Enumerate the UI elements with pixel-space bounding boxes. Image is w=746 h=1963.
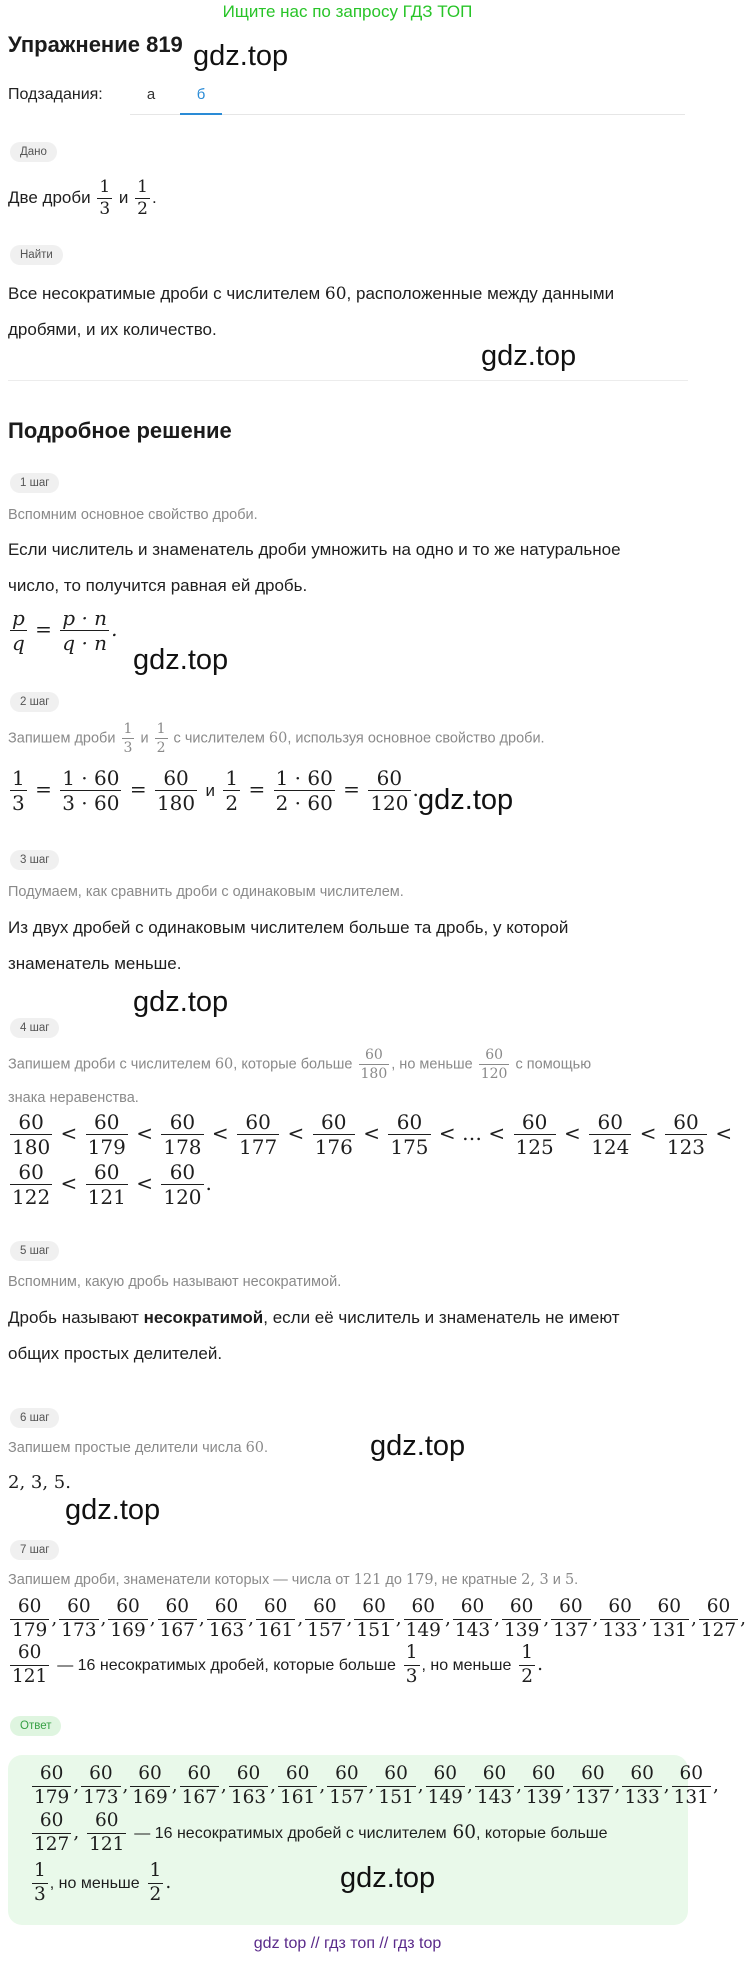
- subtasks-label: Подзадания:: [8, 86, 103, 103]
- step2-pill: 2 шаг: [10, 692, 59, 712]
- watermark: gdz.top: [65, 1494, 161, 1526]
- step6-divisors: 2, 3, 5.: [8, 1472, 71, 1493]
- step1-pill: 1 шаг: [10, 473, 59, 493]
- solution-title: Подробное решение: [8, 418, 232, 443]
- step1-text2: число, то получится равная ей дробь.: [8, 576, 308, 595]
- answer-fractions-row2: $\frac{60}{127}$ , $\frac{60}{121}$ — 16 несократимых дробей с числителем 60, которые больше: [34, 1810, 608, 1855]
- answer-pill: Ответ: [10, 1716, 61, 1736]
- answer-fractions-row3: $\frac{1}{3}$ , но меньше $\frac{1}{2}$ .: [34, 1860, 172, 1905]
- step7-fractions-row2: $\frac{60}{121}$ — 16 несократимых дробей, которые больше $\frac{1}{3}$ , но меньше $\frac{1}{2}$ .: [12, 1642, 543, 1687]
- given-text: Две дроби $\frac{1}{3}$ и $\frac{1}{2}$ .: [8, 177, 157, 220]
- step5-hint: Вспомним, какую дробь называют несократимой.: [8, 1274, 342, 1290]
- step1-text1: Если числитель и знаменатель дроби умножить на одно и то же натуральное: [8, 540, 621, 559]
- step3-hint: Подумаем, как сравнить дроби с одинаковым числителем.: [8, 884, 404, 900]
- watermark: gdz.top: [481, 340, 577, 372]
- step4-hint2: знака неравенства.: [8, 1090, 139, 1106]
- step6-pill: 6 шаг: [10, 1408, 59, 1428]
- step5-text1: Дробь называют несократимой, если её числитель и знаменатель не имеют: [8, 1308, 620, 1327]
- top-banner[interactable]: Ищите нас по запросу ГДЗ ТОП: [222, 2, 473, 21]
- tab-b[interactable]: б: [196, 86, 206, 103]
- step3-text1: Из двух дробей с одинаковым числителем больше та дробь, у которой: [8, 918, 569, 937]
- step4-hint: Запишем дроби с числителем 60, которые больше $\frac{60}{180}$ , но меньше $\frac{60}{120}$ с помощью: [8, 1047, 592, 1082]
- watermark: gdz.top: [370, 1430, 466, 1462]
- find-pill: Найти: [10, 245, 63, 265]
- answer-fractions-row1: $\frac{60}{179}$ , $\frac{60}{173}$ , $\frac{60}{169}$ , $\frac{60}{167}$ , $\frac{60}{163}$ , $\frac{60}{161}$ , $\frac{60}{157}$ , $\frac{60}{151}$ , $\frac{60}{149}$ , $\frac{60}{143}$ , $\frac{60}{139}$ , $\frac{60}{137}$ , $\frac{60}{133}$ , $\frac{60}{131}$ ,: [34, 1763, 719, 1808]
- given-pill: Дано: [10, 142, 57, 162]
- find-text-line1: Все несократимые дроби с числителем 60, расположенные между данными: [8, 284, 615, 304]
- step6-hint: Запишем простые делители числа 60.: [8, 1440, 269, 1456]
- page-title: Упражнение 819: [8, 32, 183, 57]
- step5-pill: 5 шаг: [10, 1241, 59, 1261]
- active-tab-indicator: [180, 113, 222, 115]
- tab-a[interactable]: а: [146, 86, 156, 103]
- watermark: gdz.top: [418, 784, 514, 816]
- step1-hint: Вспомним основное свойство дроби.: [8, 507, 258, 523]
- step1-formula: $\frac{p}{q}$ = $\frac{p \cdot n}{q \cdot n}$ .: [12, 606, 118, 655]
- watermark: gdz.top: [193, 40, 289, 72]
- step4-inequality-row1: $\frac{60}{180}$ < $\frac{60}{179}$ < $\frac{60}{178}$ < $\frac{60}{177}$ < $\frac{60}{176}$ < $\frac{60}{175}$ < … < $\frac{60}{125}$ < $\frac{60}{124}$ < $\frac{60}{123}$ <: [12, 1110, 733, 1159]
- step7-pill: 7 шаг: [10, 1540, 59, 1560]
- step3-pill: 3 шаг: [10, 850, 59, 870]
- divider: [8, 380, 688, 381]
- step7-fractions-row1: $\frac{60}{179}$ , $\frac{60}{173}$ , $\frac{60}{169}$ , $\frac{60}{167}$ , $\frac{60}{163}$ , $\frac{60}{161}$ , $\frac{60}{157}$ , $\frac{60}{151}$ , $\frac{60}{149}$ , $\frac{60}{143}$ , $\frac{60}{139}$ , $\frac{60}{137}$ , $\frac{60}{133}$ , $\frac{60}{131}$ , $\frac{60}{127}$ ,: [12, 1596, 746, 1641]
- step2-hint: Запишем дроби $\frac{1}{3}$ и $\frac{1}{2}$ с числителем 60, используя основное свойство дроби.: [8, 721, 545, 756]
- step2-formula: $\frac{1}{3}$ = $\frac{1 \cdot 60}{3 \cdot 60}$ = $\frac{60}{180}$ и $\frac{1}{2}$ = $\frac{1 \cdot 60}{2 \cdot 60}$ = $\frac{60}{120}$ .: [12, 766, 419, 815]
- step3-text2: знаменатель меньше.: [8, 954, 182, 973]
- step4-inequality-row2: $\frac{60}{122}$ < $\frac{60}{121}$ < $\frac{60}{120}$ .: [12, 1160, 212, 1209]
- watermark: gdz.top: [340, 1862, 436, 1894]
- step4-pill: 4 шаг: [10, 1018, 59, 1038]
- watermark: gdz.top: [133, 986, 229, 1018]
- watermark: gdz.top: [133, 644, 229, 676]
- step5-text2: общих простых делителей.: [8, 1344, 223, 1363]
- find-text-line2: дробями, и их количество.: [8, 320, 217, 339]
- footer-links[interactable]: gdz top // гдз топ // гдз top: [253, 1935, 442, 1952]
- step7-hint: Запишем дроби, знаменатели которых — числа от 121 до 179, не кратные 2, 3 и 5.: [8, 1572, 579, 1588]
